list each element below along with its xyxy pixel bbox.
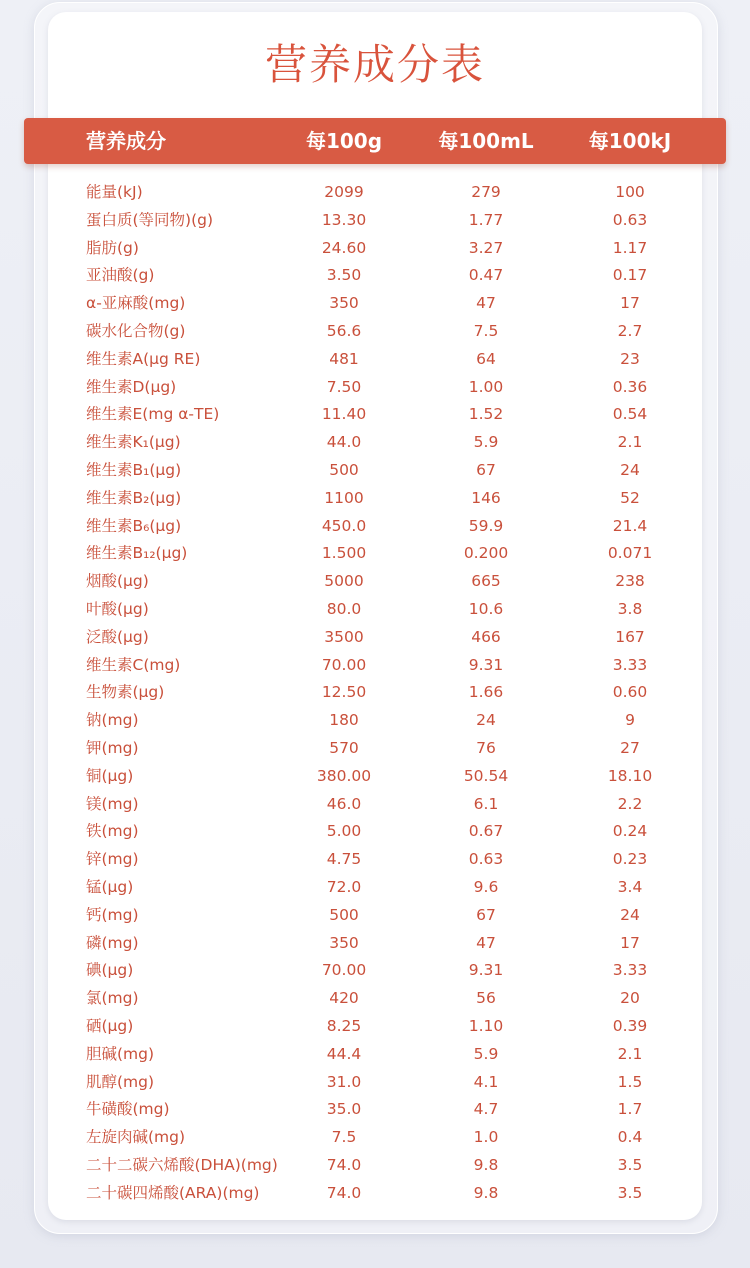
value-per-100g: 420 [329,989,359,1008]
value-per-100kj: 23 [620,349,640,368]
nutrient-name: 维生素K₁(μg) [86,433,181,452]
table-row [0,1013,750,1041]
nutrient-name: 肌醇(mg) [86,1072,155,1091]
value-per-100kj: 0.17 [612,266,648,285]
value-per-100kj: 1.7 [617,1100,643,1119]
table-row [0,596,750,624]
table-header [24,118,726,164]
value-per-100g: 5.00 [326,822,362,841]
value-per-100kj: 3.5 [617,1155,643,1174]
nutrient-name: 维生素B₂(μg) [86,488,182,507]
value-per-100kj: 0.54 [612,405,648,424]
table-row [0,902,750,930]
value-per-100ml: 3.27 [468,238,504,257]
value-per-100kj: 0.24 [612,822,648,841]
nutrient-name: 碘(μg) [86,961,134,980]
value-per-100ml: 67 [476,460,496,479]
table-row [0,624,750,652]
page-title: 营养成分表 [264,40,485,89]
value-per-100ml: 466 [471,627,501,646]
table-row [0,513,750,541]
table-row [0,1180,750,1208]
value-per-100kj: 27 [620,738,640,757]
value-per-100ml: 279 [471,183,501,201]
value-per-100ml: 9.8 [473,1155,499,1174]
nutrient-name: 亚油酸(g) [86,266,155,285]
nutrient-name: 维生素E(mg α-TE) [86,405,220,424]
nutrient-name: 二十碳四烯酸(ARA)(mg) [86,1183,260,1202]
value-per-100ml: 76 [476,738,496,757]
value-per-100g: 44.4 [326,1044,362,1063]
table-row [0,874,750,902]
value-per-100kj: 1.5 [617,1072,643,1091]
value-per-100kj: 0.63 [612,210,648,229]
value-per-100g: 31.0 [326,1072,362,1091]
value-per-100kj: 0.23 [612,850,648,869]
table-row [0,735,750,763]
table-row [0,346,750,374]
value-per-100kj: 0.36 [612,377,648,396]
table-row [0,207,750,235]
value-per-100kj: 2.1 [617,433,643,452]
value-per-100g: 80.0 [326,599,362,618]
table-row [0,374,750,402]
value-per-100ml: 24 [476,711,496,730]
value-per-100g: 180 [329,711,359,730]
table-row [0,318,750,346]
table-body [0,179,750,1207]
table-row [0,818,750,846]
table-row [0,1096,750,1124]
header-per-100g: 每100g [305,129,383,153]
nutrient-name: 磷(mg) [86,933,139,952]
value-per-100g: 3500 [324,627,364,646]
value-per-100g: 1100 [324,488,364,507]
value-per-100kj: 24 [620,905,640,924]
value-per-100kj: 167 [615,627,645,646]
nutrient-name: 牛磺酸(mg) [86,1100,170,1119]
value-per-100ml: 47 [476,294,496,313]
value-per-100kj: 21.4 [612,516,648,535]
value-per-100ml: 9.6 [473,877,499,896]
value-per-100ml: 50.54 [463,766,509,785]
nutrient-name: 碳水化合物(g) [86,321,186,340]
value-per-100kj: 3.4 [617,877,643,896]
value-per-100g: 24.60 [321,238,367,257]
table-row [0,679,750,707]
value-per-100ml: 10.6 [468,599,504,618]
value-per-100ml: 6.1 [473,794,499,813]
nutrient-name: 维生素D(μg) [86,377,177,396]
value-per-100g: 350 [329,933,359,952]
value-per-100kj: 0.071 [607,544,653,563]
value-per-100ml: 7.5 [473,321,499,340]
nutrient-name: 叶酸(μg) [86,599,149,618]
nutrient-name: 蛋白质(等同物)(g) [86,210,214,229]
table-row [0,179,750,207]
value-per-100ml: 9.31 [468,655,504,674]
value-per-100kj: 2.1 [617,1044,643,1063]
table-row [0,846,750,874]
value-per-100ml: 64 [476,349,496,368]
value-per-100ml: 0.63 [468,850,504,869]
value-per-100kj: 2.2 [617,794,643,813]
value-per-100ml: 4.7 [473,1100,499,1119]
table-row [0,540,750,568]
table-row [0,652,750,680]
value-per-100kj: 238 [615,572,645,591]
value-per-100kj: 17 [620,933,640,952]
nutrient-name: 烟酸(μg) [86,572,149,591]
nutrient-name: 维生素B₆(μg) [86,516,182,535]
value-per-100g: 35.0 [326,1100,362,1119]
value-per-100kj: 3.5 [617,1183,643,1202]
value-per-100g: 72.0 [326,877,362,896]
value-per-100ml: 9.31 [468,961,504,980]
value-per-100ml: 5.9 [473,433,499,452]
value-per-100ml: 1.77 [468,210,504,229]
table-row [0,485,750,513]
value-per-100kj: 3.33 [612,655,648,674]
nutrient-name: 能量(kJ) [86,183,143,201]
value-per-100ml: 1.66 [468,683,504,702]
table-row [0,930,750,958]
table-row [0,262,750,290]
value-per-100ml: 665 [471,572,501,591]
value-per-100g: 7.50 [326,377,362,396]
value-per-100ml: 5.9 [473,1044,499,1063]
nutrient-name: 钠(mg) [86,711,139,730]
value-per-100g: 11.40 [321,405,367,424]
nutrient-name: 硒(μg) [86,1016,134,1035]
value-per-100ml: 1.52 [468,405,504,424]
value-per-100ml: 1.00 [468,377,504,396]
value-per-100ml: 0.67 [468,822,504,841]
nutrient-name: 维生素B₁₂(μg) [86,544,188,563]
table-row [0,1069,750,1097]
value-per-100g: 450.0 [321,516,367,535]
nutrient-name: 铜(μg) [86,766,134,785]
table-row [0,1152,750,1180]
value-per-100kj: 3.8 [617,599,643,618]
value-per-100g: 46.0 [326,794,362,813]
table-row [0,290,750,318]
value-per-100kj: 0.4 [617,1128,643,1147]
nutrient-name: 维生素C(mg) [86,655,181,674]
value-per-100ml: 4.1 [473,1072,499,1091]
table-row [0,457,750,485]
table-row [0,568,750,596]
value-per-100g: 481 [329,349,359,368]
nutrient-name: 维生素B₁(μg) [86,460,182,479]
table-row [0,707,750,735]
value-per-100g: 1.500 [321,544,367,563]
table-row [0,235,750,263]
value-per-100ml: 59.9 [468,516,504,535]
value-per-100g: 44.0 [326,433,362,452]
value-per-100g: 3.50 [326,266,362,285]
value-per-100kj: 3.33 [612,961,648,980]
value-per-100g: 2099 [324,183,364,201]
value-per-100g: 500 [329,460,359,479]
nutrient-name: 锌(mg) [86,850,139,869]
nutrient-name: 脂肪(g) [86,238,139,257]
table-row [0,401,750,429]
value-per-100ml: 67 [476,905,496,924]
nutrient-name: 锰(μg) [86,877,134,896]
header-per-100kj: 每100kJ [588,129,672,153]
value-per-100ml: 1.0 [473,1128,499,1147]
value-per-100g: 8.25 [326,1016,362,1035]
value-per-100kj: 24 [620,460,640,479]
value-per-100g: 380.00 [316,766,372,785]
value-per-100g: 350 [329,294,359,313]
value-per-100g: 4.75 [326,850,362,869]
value-per-100kj: 20 [620,989,640,1008]
value-per-100ml: 56 [476,989,496,1008]
value-per-100g: 500 [329,905,359,924]
value-per-100g: 7.5 [331,1128,357,1147]
value-per-100g: 12.50 [321,683,367,702]
table-row [0,957,750,985]
value-per-100kj: 0.60 [612,683,648,702]
value-per-100ml: 146 [471,488,501,507]
nutrient-name: α-亚麻酸(mg) [86,294,186,313]
value-per-100kj: 0.39 [612,1016,648,1035]
value-per-100kj: 100 [615,183,645,201]
nutrient-name: 铁(mg) [86,822,139,841]
nutrient-name: 左旋肉碱(mg) [86,1128,186,1147]
nutrient-name: 胆碱(mg) [86,1044,155,1063]
nutrient-name: 钙(mg) [86,905,139,924]
value-per-100ml: 47 [476,933,496,952]
table-row [0,429,750,457]
value-per-100g: 5000 [324,572,364,591]
value-per-100g: 13.30 [321,210,367,229]
nutrient-name: 二十二碳六烯酸(DHA)(mg) [86,1155,278,1174]
header-per-100ml: 每100mL [438,129,534,153]
value-per-100g: 74.0 [326,1155,362,1174]
value-per-100g: 74.0 [326,1183,362,1202]
table-row [0,1041,750,1069]
value-per-100g: 70.00 [321,655,367,674]
nutrient-name: 钾(mg) [86,738,139,757]
nutrient-name: 维生素A(μg RE) [86,349,201,368]
value-per-100ml: 1.10 [468,1016,504,1035]
header-nutrient: 营养成分 [86,129,166,153]
value-per-100ml: 9.8 [473,1183,499,1202]
table-row [0,1124,750,1152]
nutrient-name: 生物素(μg) [86,683,165,702]
table-row [0,763,750,791]
value-per-100kj: 18.10 [607,766,653,785]
value-per-100ml: 0.200 [463,544,509,563]
value-per-100kj: 17 [620,294,640,313]
value-per-100ml: 0.47 [468,266,504,285]
nutrient-name: 泛酸(μg) [86,627,149,646]
value-per-100g: 70.00 [321,961,367,980]
value-per-100kj: 1.17 [612,238,648,257]
table-row [0,791,750,819]
value-per-100kj: 52 [620,488,640,507]
table-row [0,985,750,1013]
nutrient-name: 氯(mg) [86,989,139,1008]
value-per-100kj: 2.7 [617,321,643,340]
value-per-100g: 570 [329,738,359,757]
value-per-100g: 56.6 [326,321,362,340]
value-per-100kj: 9 [625,711,635,730]
nutrient-name: 镁(mg) [86,794,139,813]
